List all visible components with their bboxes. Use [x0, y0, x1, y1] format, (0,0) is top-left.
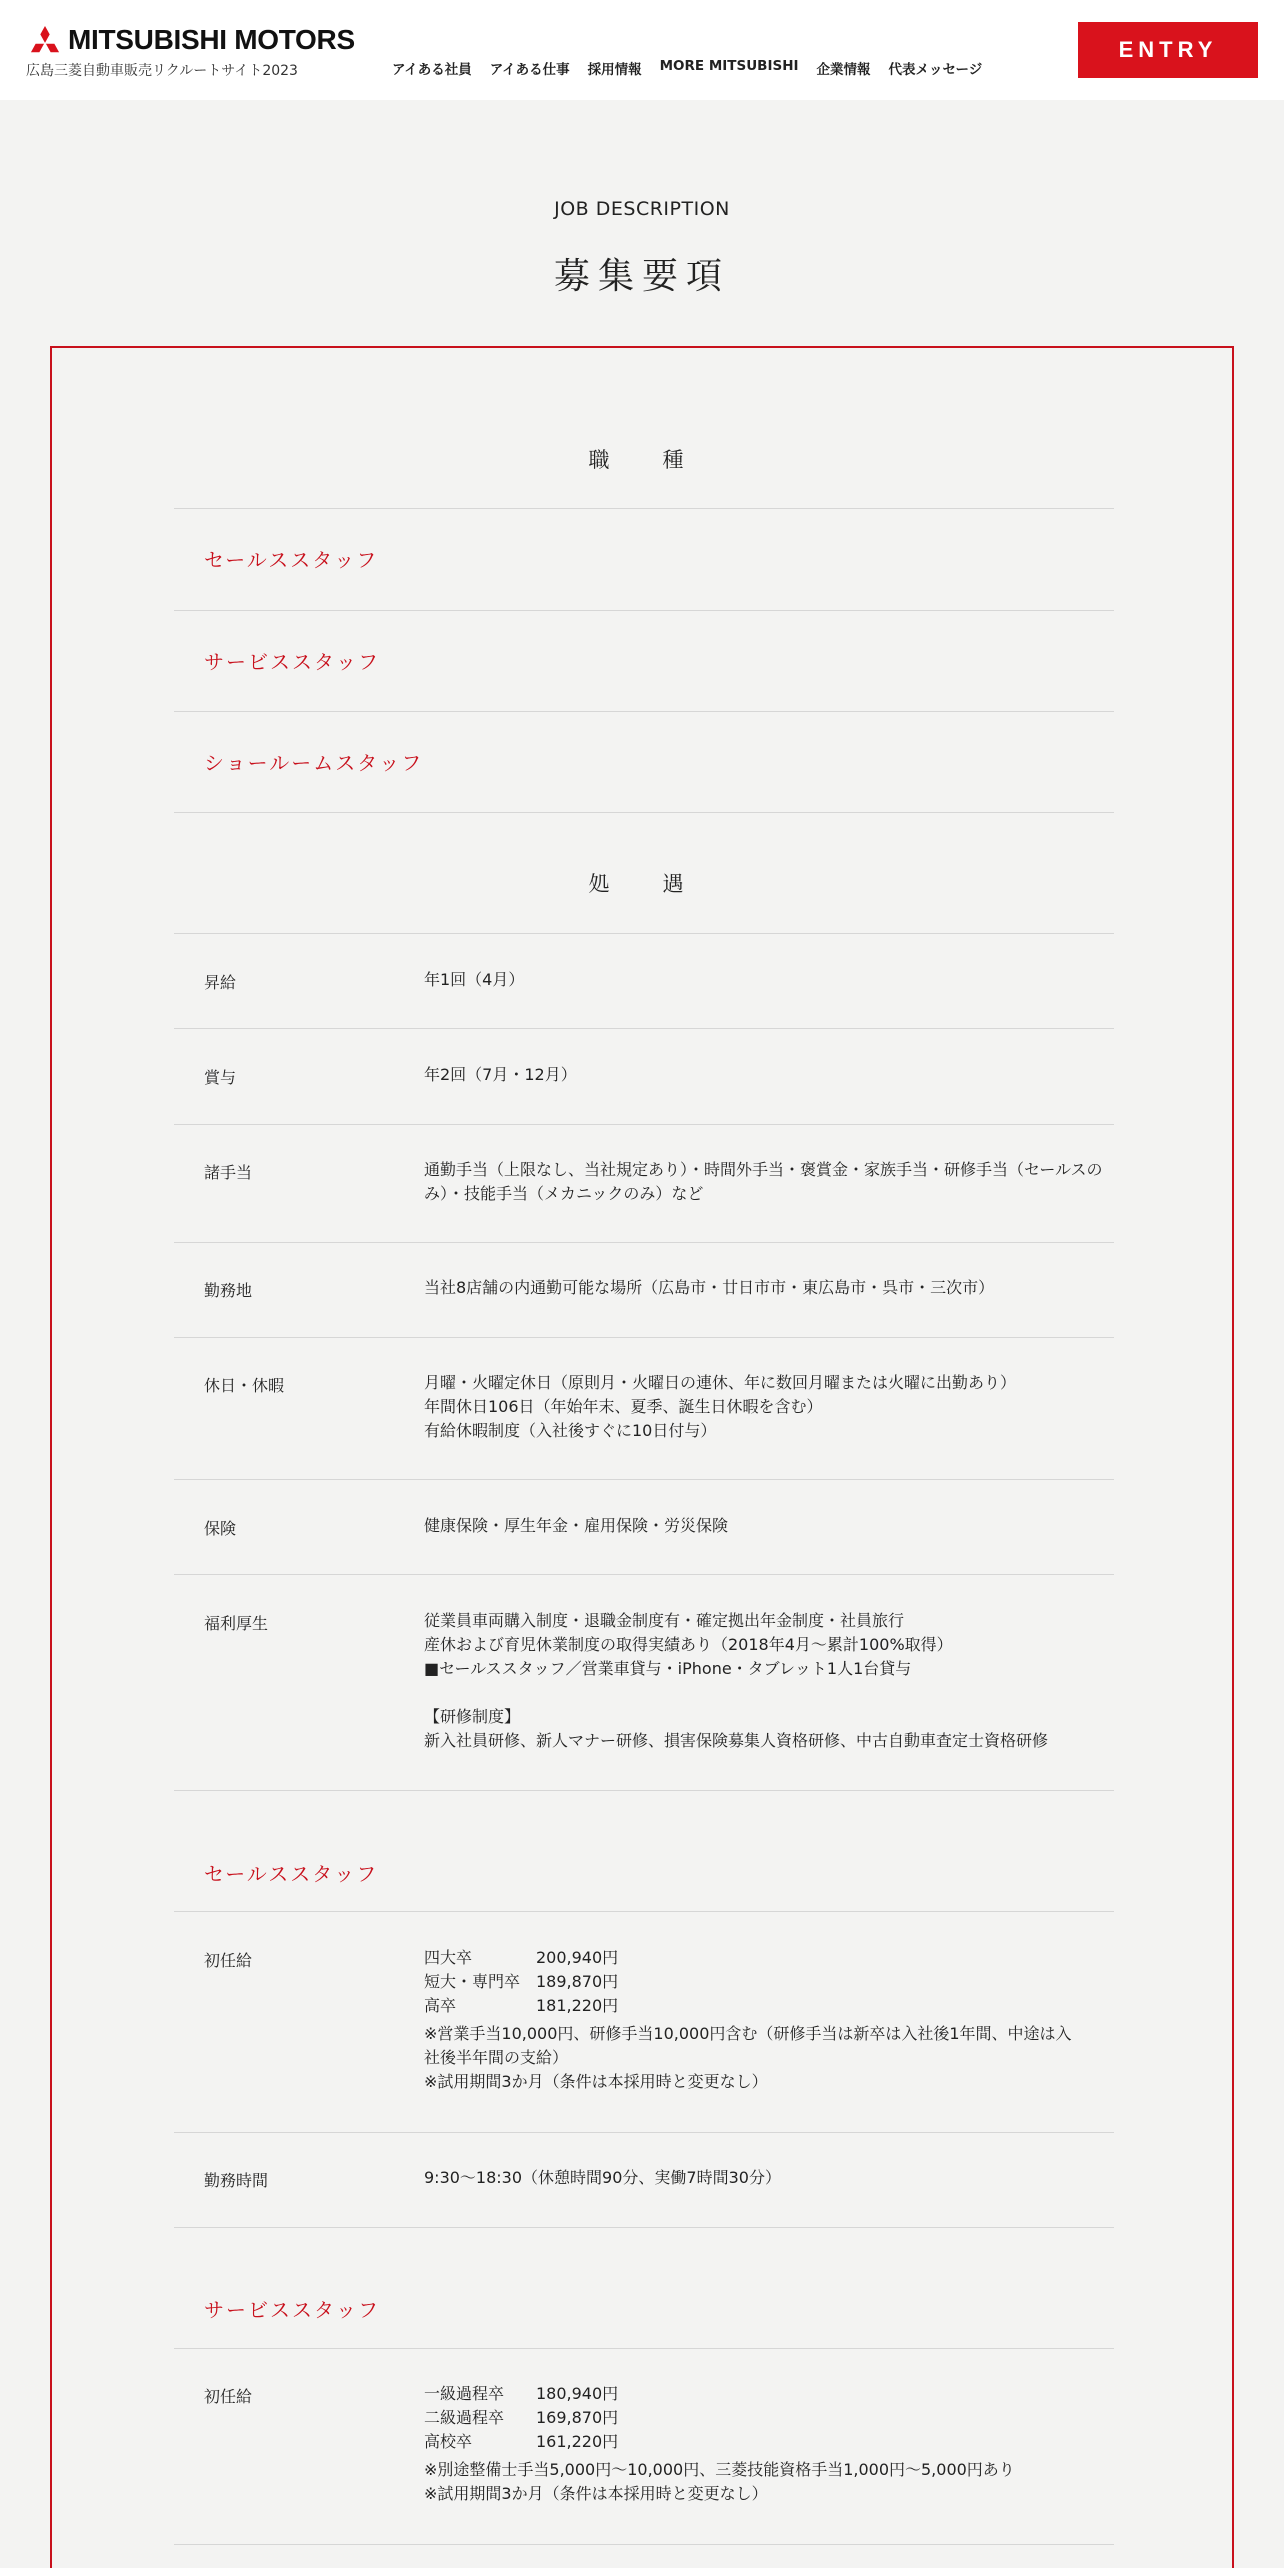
- divider: [174, 711, 1114, 712]
- sales-hours-value: 9:30～18:30（休憩時間90分、実働7時間30分）: [424, 2168, 781, 2187]
- row-label-insurance: 保険: [204, 1519, 237, 1538]
- nav-item-recruit-info[interactable]: 採用情報: [587, 62, 642, 78]
- divider: [174, 2544, 1114, 2545]
- nav-item-employees[interactable]: アイある社員: [392, 62, 472, 78]
- job-item-service[interactable]: サービススタッフ: [204, 650, 380, 674]
- nav-item-company-info[interactable]: 企業情報: [816, 62, 871, 78]
- row-value-insurance: 健康保険・厚生年金・雇用保険・労災保険: [424, 1516, 729, 1535]
- row-label-welfare: 福利厚生: [204, 1614, 269, 1633]
- global-nav: [392, 58, 1000, 80]
- site-header: [0, 0, 1284, 100]
- service-salary-label: 初任給: [204, 2387, 253, 2406]
- nav-item-work[interactable]: アイある仕事: [489, 62, 570, 78]
- row-value-location: 当社8店舗の内通勤可能な場所（広島市・廿日市市・東広島市・呉市・三次市）: [424, 1278, 995, 1297]
- row-label-allowances: 諸手当: [204, 1163, 253, 1182]
- divider: [174, 2132, 1114, 2133]
- row-label-holidays: 休日・休暇: [204, 1376, 285, 1395]
- job-description-card: [50, 346, 1234, 2568]
- section-title-jp: 募集要項: [553, 256, 730, 297]
- entry-button[interactable]: ENTRY: [1078, 22, 1258, 78]
- three-diamonds-logo-icon: [26, 25, 64, 55]
- nav-item-more-mitsubishi[interactable]: MORE MITSUBISHI: [659, 58, 799, 74]
- row-value-holidays: 月曜・火曜定休日（原則月・火曜日の連休、年に数回月曜または火曜に出勤あり） 年間休日106日（年始年末、夏季、誕生日休暇を含む） 有給休暇制度（入社後すぐに10日付与）: [424, 1373, 1017, 1440]
- jobs-heading: 職 種: [588, 448, 700, 472]
- section-title-en: JOB DESCRIPTION: [554, 198, 730, 220]
- brand-logo-link[interactable]: [26, 24, 356, 84]
- divider: [174, 1337, 1114, 1338]
- divider: [174, 1911, 1114, 1912]
- sales-section-title: セールススタッフ: [204, 1862, 379, 1886]
- service-salary-value: 一級過程卒 180,940円 二級過程卒 169,870円 高校卒 161,220円 ※別途整備士手当5,000円～10,000円、三菱技能資格手当1,000円～5,000円あり ※試用期間3か月（条件は本採用時と変更なし）: [424, 2384, 1015, 2503]
- row-label-location: 勤務地: [204, 1281, 253, 1300]
- row-value-bonus: 年2回（7月・12月）: [424, 1065, 577, 1084]
- row-label-bonus: 賞与: [204, 1068, 237, 1087]
- divider: [174, 1242, 1114, 1243]
- divider: [174, 933, 1114, 934]
- divider: [174, 2348, 1114, 2349]
- nav-item-ceo-message[interactable]: 代表メッセージ: [888, 62, 983, 78]
- sales-hours-label: 勤務時間: [204, 2171, 269, 2190]
- divider: [174, 508, 1114, 509]
- job-item-sales[interactable]: セールススタッフ: [204, 548, 379, 572]
- divider: [174, 1479, 1114, 1480]
- brand-name: MITSUBISHI MOTORS: [68, 24, 355, 55]
- sales-salary-label: 初任給: [204, 1951, 253, 1970]
- service-section-title: サービススタッフ: [204, 2298, 380, 2322]
- job-item-showroom[interactable]: ショールームスタッフ: [204, 751, 424, 775]
- row-label-raise: 昇給: [204, 973, 237, 992]
- row-value-raise: 年1回（4月）: [424, 970, 525, 989]
- row-value-allowances: 通勤手当（上限なし、当社規定あり）・時間外手当・褒賞金・家族手当・研修手当（セールスの み）・技能手当（メカニックのみ）など: [424, 1160, 1103, 1203]
- divider: [174, 2227, 1114, 2228]
- divider: [174, 1124, 1114, 1125]
- divider: [174, 812, 1114, 813]
- row-value-welfare: 従業員車両購入制度・退職金制度有・確定拠出年金制度・社員旅行 産休および育児休業制度の取得実績あり（2018年4月～累計100%取得） ■セールススタッフ／営業車貸与・iPhone・タブレット1人1台貸与 【研修制度】 新入社員研修、新人マナー研修、損害保険募集人資格研修、中古自動車査定士資格研修: [424, 1611, 1049, 1750]
- sales-salary-value: 四大卒 200,940円 短大・専門卒 189,870円 高卒 181,220円 ※営業手当10,000円、研修手当10,000円含む（研修手当は新卒は入社後1年間、中途は入 社後半年間の支給） ※試用期間3か月（条件は本採用時と変更なし）: [424, 1948, 1072, 2091]
- treatment-heading: 処 遇: [588, 872, 700, 896]
- brand-subtitle: 広島三菱自動車販売リクルートサイト2023: [26, 63, 298, 79]
- divider: [174, 1790, 1114, 1791]
- divider: [174, 1574, 1114, 1575]
- divider: [174, 610, 1114, 611]
- divider: [174, 1028, 1114, 1029]
